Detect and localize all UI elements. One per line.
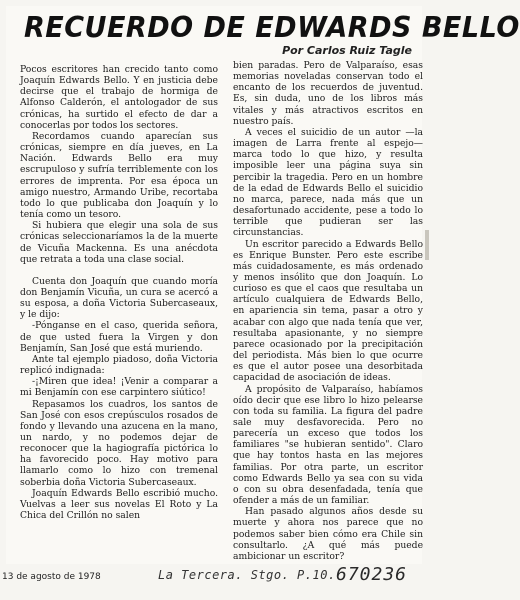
publication-date: 13 de agosto de 1978 [2,572,101,582]
clipping-edge-mark [425,230,429,260]
paragraph: -¡Miren que idea! ¡Venir a comparar a mi Benjamín con ese carpintero siútico! [20,376,218,399]
paragraph: Repasamos los cuadros, los santos de San José con esos crepúsculos rosados de fondo y llevando una azucena en la mano, un nardo, y no podemos dejar de reconocer que la hagiografía pictórica lo ha favorecido poco. Hay motivo para llamarlo como lo hizo con tremenal soberbia doña Victoria Subercaseaux. [20,398,218,488]
article-headline: RECUERDO DE EDWARDS BELLO [24,12,520,45]
paragraph: Recordamos cuando aparecían sus crónicas, siempre en día jueves, en La Nación. Edwards Bello era muy escrupuloso y sufría terriblemente con los errores de imprenta. Por esa época un amigo nuestro, Armando Uribe, recortaba todo lo que publicaba don Joaquín y lo tenía como un tesoro. [20,130,218,221]
article-byline: Por Carlos Ruiz Tagle [282,44,412,57]
newspaper-clipping [6,6,520,564]
clipping-footer [0,564,429,600]
paragraph: bien paradas. Pero de Valparaíso, esas memorias noveladas conservan todo el encanto de los recuerdos de juventud. Es, sin duda, uno de los libros más vitales y más atractivos escritos en nuestro país. [233,60,423,127]
paragraph: A veces el suicidio de un autor —la imagen de Larra frente al espejo— marca todo lo que hizo, y resulta imposible leer una página suya sin percibir la tragedia. Pero en un hombre de la edad de Edwards Bello el suicidio no marca, parece, nada más que un desafortunado accidente, pese a todo lo terrible que pudieran ser las circunstancias. [233,126,423,239]
archive-number: 670236 [336,564,408,585]
article-column-left [20,64,218,521]
paragraph: Cuenta don Joaquín que cuando moría don Benjamín Vicuña, un cura se acercó a su esposa, a doña Victoria Subercaseaux, y le dijo: [20,275,218,321]
paragraph: Joaquín Edwards Bello escribió mucho. Vuelvas a leer sus novelas El Roto y La Chica del Crillón no salen [20,487,218,522]
paragraph: Un escritor parecido a Edwards Bello es Enrique Bunster. Pero este escribe más cuidadosamente, es más ordenado y menos insólito que don Joaquín. Lo curioso es que el caos que resultaba un artículo cualquiera de Edwards Bello, en apariencia sin tema, pasar a otro y acabar con algo que nada tenía que ver, resultaba apasionante, y no siempre parece ocasionado por la precipitación del periodista. Más bien lo que ocurre es que el autor posee una desorbitada capacidad de asociación de ideas. [233,238,423,384]
paragraph: Ante tal ejemplo piadoso, doña Victoria replicó indignada: [20,353,218,377]
handwritten-source-note: La Tercera. Stgo. P.10. [158,568,336,582]
paragraph: Han pasado algunos años desde su muerte y ahora nos parece que no podemos saber bien cómo era Chile sin consultarlo. ¿A qué más puede ambicionar un escritor? [233,506,423,562]
paragraph: A propósito de Valparaíso, habíamos oído decir que ese libro lo hizo pelearse con toda su familia. La figura del padre sale muy desfavorecida. Pero no parecería un exceso que todos los familiares "se hubieran sentido". Claro que hay tontos hasta en las mejores familias. Por otra parte, un escritor como Edwards Bello ya sea con su vida o con su obra desenfadada, tenía que ofender a más de un familiar. [233,383,423,507]
paragraph: Pocos escritores han crecido tanto como Joaquín Edwards Bello. Y en justicia debe decirse que el trabajo de hormiga de Alfonso Calderón, el antologador de sus crónicas, ha surtido el efecto de dar a conocerlas por todos los sectores. [20,64,218,131]
paragraph: Si hubiera que elegir una sola de sus crónicas seleccionaríamos la de la muerte de Vicuña Mackenna. Es una anécdota que retrata a toda una clase social. [20,220,218,265]
paragraph: -Pónganse en el caso, querida señora, de que usted fuera la Virgen y don Benjamín, San José que está muriendo. [20,320,218,354]
article-column-right [233,60,423,562]
